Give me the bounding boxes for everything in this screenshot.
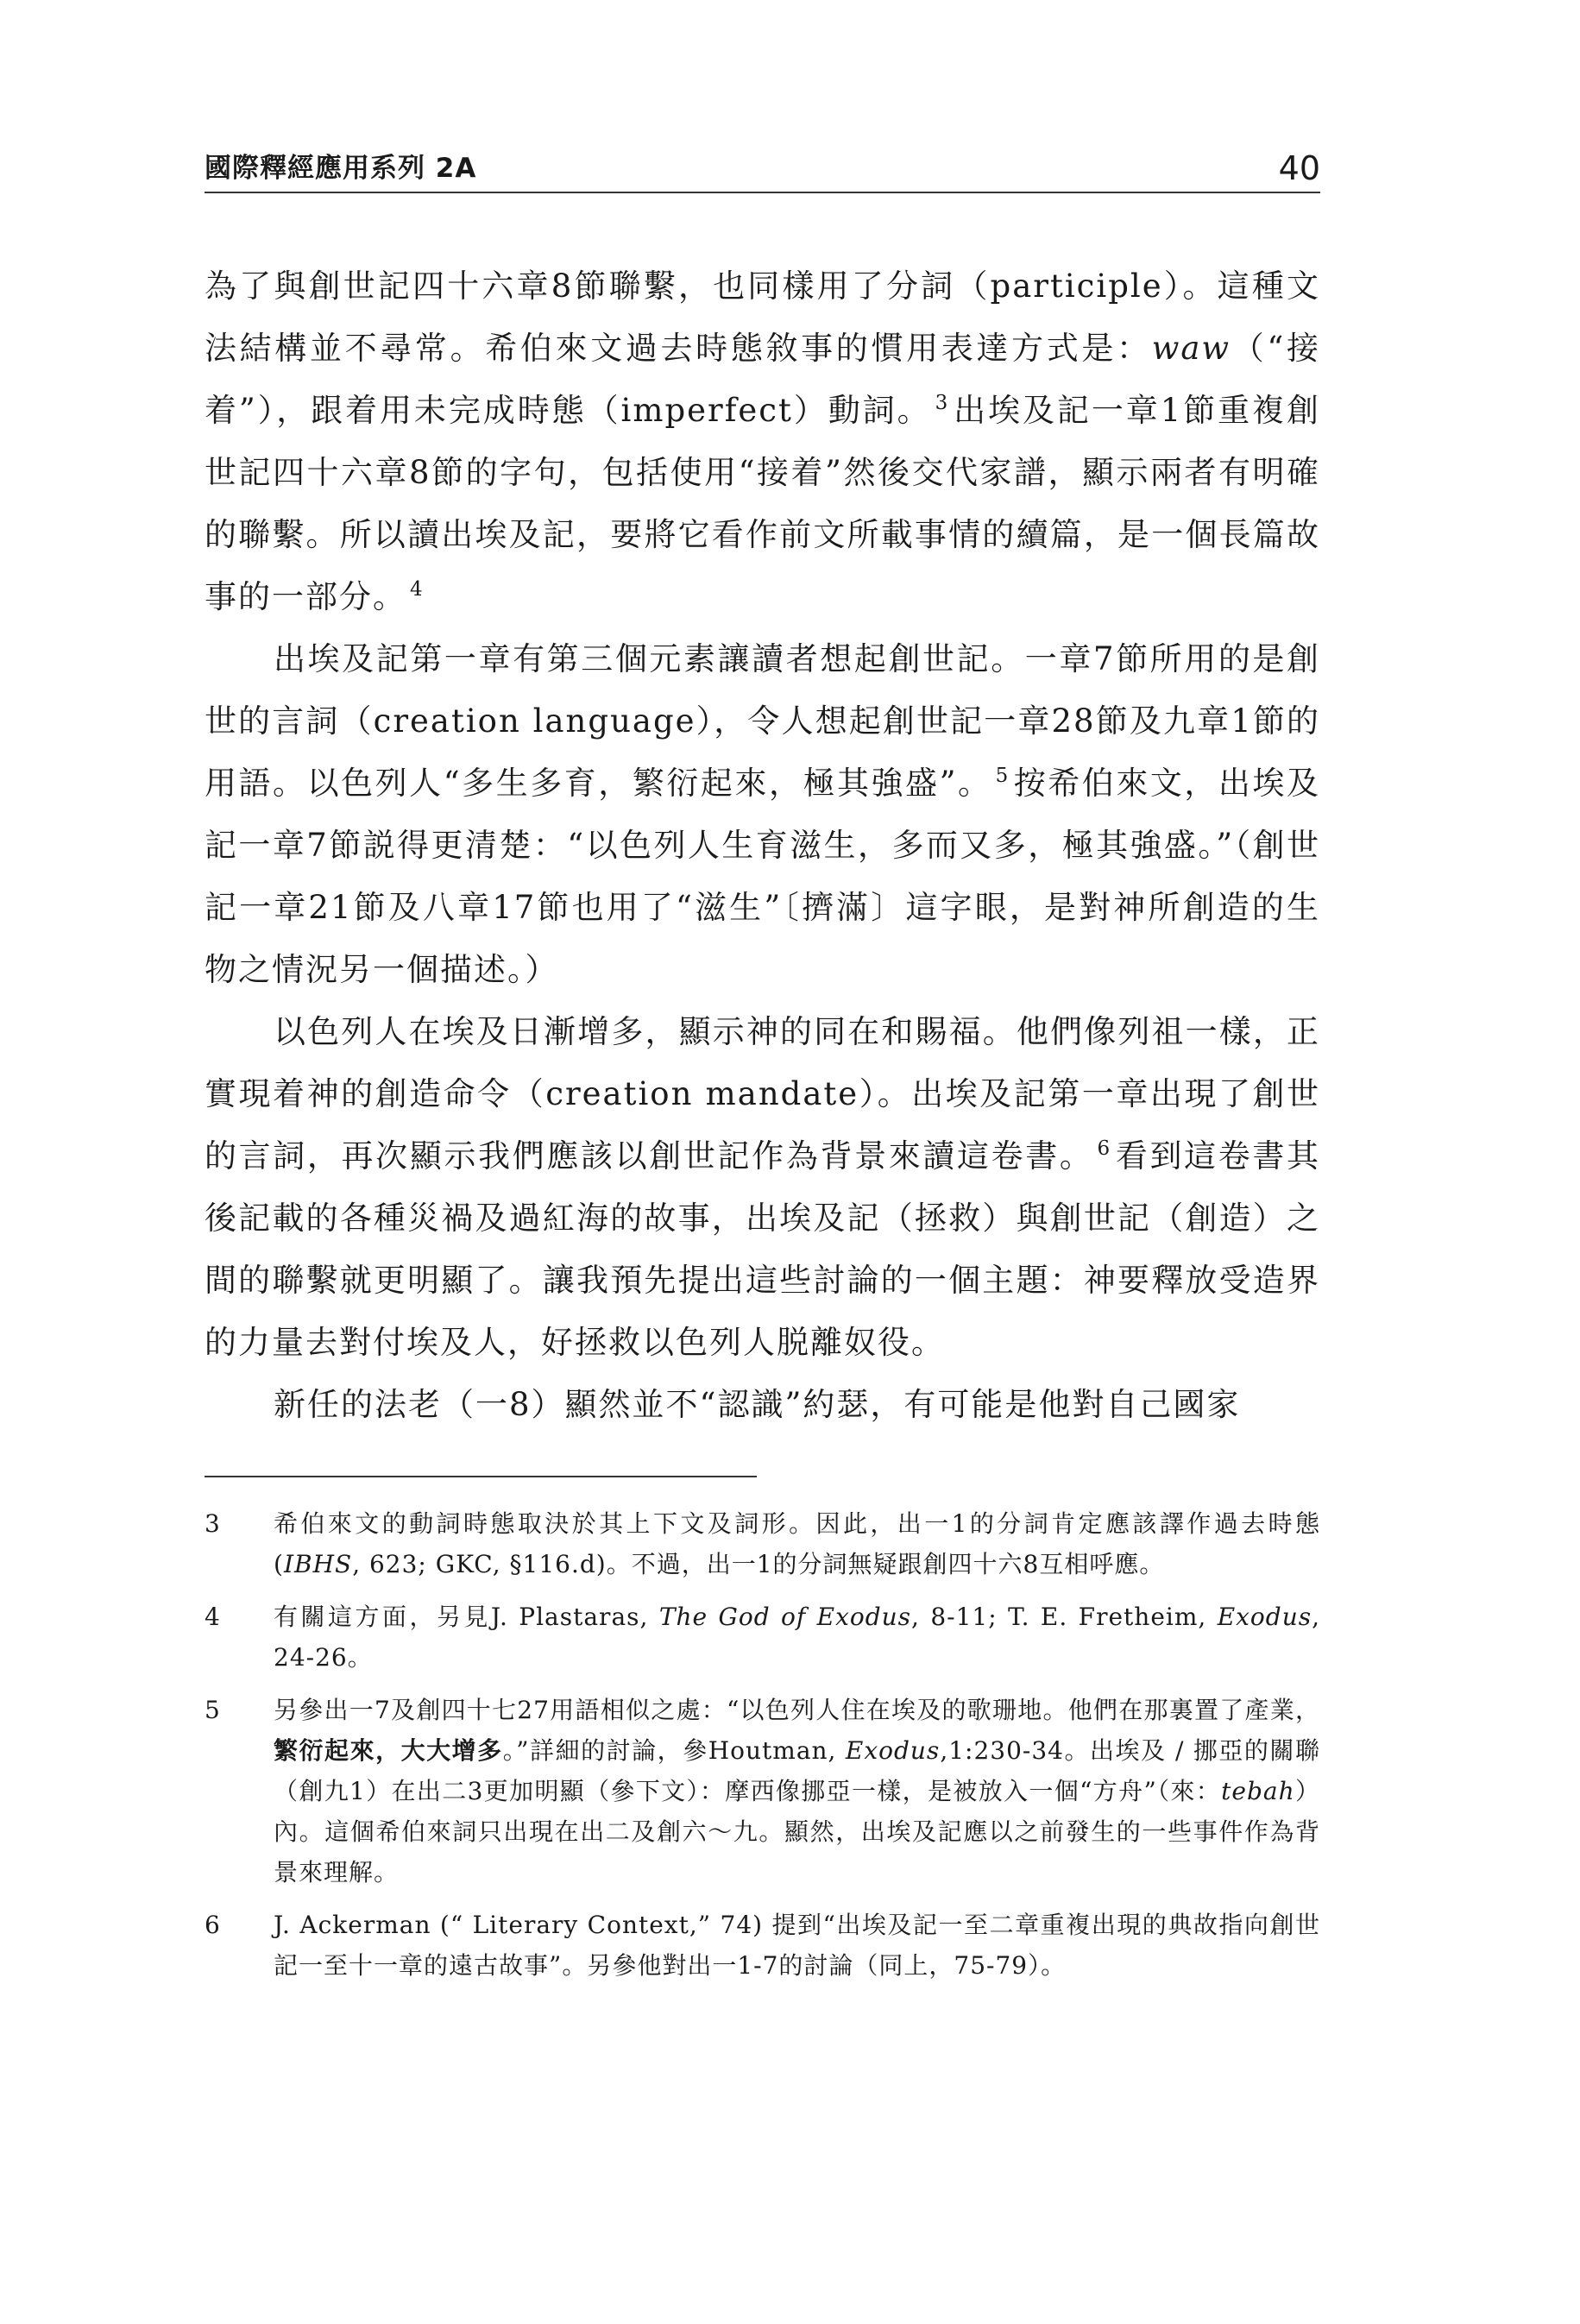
text-run: , 8-11; T. E. Fretheim, (911, 1603, 1218, 1631)
text-run: 有關這方面，另見J. Plastaras, (274, 1603, 659, 1631)
footnote-number: 3 (205, 1509, 221, 1538)
text-run: , 623; GKC, §116.d)。不過，出一1的分詞無疑跟創四十六8互相呼應。 (352, 1550, 1165, 1578)
italic-term: waw (1151, 330, 1231, 367)
footnote-number: 4 (205, 1603, 221, 1631)
text-run: 希伯來文的動詞時態取決於其上下文及詞形。因此，出一1的分詞肯定應該譯作過去時態 ( (274, 1509, 1320, 1578)
text-run: ,1:230-34。出埃及 / 挪亞的關聯（創九1）在出二3更加明顯（參下文）：摩西像挪亞一樣，是被放入一個“方舟”（來： (274, 1736, 1320, 1805)
footnote-ref-4[interactable]: 4 (410, 578, 425, 601)
footnote-ref-6[interactable]: 6 (1097, 1137, 1112, 1160)
footnote-number: 5 (205, 1696, 221, 1724)
italic-term: IBHS (283, 1550, 353, 1578)
text-run: 以色列人在埃及日漸增多，顯示神的同在和賜福。他們像列祖一樣，正實現着神的創造命令（creation mandate）。出埃及記第一章出現了創世的言詞，再次顯示我們應該以創世記作為背景來讀這卷書。 (205, 1013, 1320, 1175)
text-run: 新任的法老（一8）顯然並不“認識”約瑟，有可能是他對自己國家 (274, 1386, 1241, 1423)
text-run: 出埃及記一章1節重複創世記四十六章8節的字句，包括使用“接着”然後交代家譜，顯示兩者有明確的聯繫。所以讀出埃及記，要將它看作前文所載事情的續篇，是一個長篇故事的一部分。 (205, 392, 1320, 615)
footnote-5 (205, 1690, 1320, 1893)
footnotes (205, 1503, 1320, 1986)
footnote-text (274, 1503, 1320, 1584)
footnote-text (274, 1905, 1320, 1986)
paragraph-3 (205, 1001, 1320, 1374)
text-run: , 24-26。 (274, 1603, 1321, 1672)
running-header (205, 129, 1320, 193)
text-run: 按希伯來文，出埃及記一章7節説得更清楚：“以色列人生育滋生，多而又多，極其強盛。”（創世記一章21節及八章17節也用了“滋生”〔擠滿〕這字眼，是對神所創造的生物之情況另一個描述。） (205, 765, 1320, 988)
footnote-text (274, 1597, 1320, 1678)
text-run: 為了與創世記四十六章8節聯繫，也同樣用了分詞（participle）。這種文法結構並不尋常。希伯來文過去時態敘事的慣用表達方式是： (205, 268, 1320, 367)
book-page (205, 129, 1320, 1998)
italic-title: The God of Exodus (658, 1603, 912, 1631)
body-text (205, 255, 1320, 1436)
footnote-6 (205, 1905, 1320, 1986)
text-run: 看到這卷書其後記載的各種災禍及過紅海的故事，出埃及記（拯救）與創世記（創造）之間的聯繫就更明顯了。讓我預先提出這些討論的一個主題：神要釋放受造界的力量去對付埃及人，好拯救以色列人脱離奴役。 (205, 1137, 1321, 1361)
text-run: ）內。這個希伯來詞只出現在出二及創六～九。顯然，出埃及記應以之前發生的一些事件作為背景來理解。 (274, 1777, 1320, 1886)
bold-phrase: 繁衍起來，大大增多 (274, 1736, 503, 1765)
paragraph-4 (205, 1374, 1320, 1436)
italic-title: Exodus (1217, 1603, 1312, 1631)
text-run: （“接着”），跟着用未完成時態（imperfect）動詞。 (205, 330, 1320, 429)
footnote-ref-5[interactable]: 5 (995, 765, 1010, 787)
footnote-4 (205, 1597, 1320, 1678)
footnote-number: 6 (205, 1911, 221, 1939)
text-run: 另參出一7及創四十七27用語相似之處：“以色列人住在埃及的歌珊地。他們在那裏置了產業， (274, 1696, 1320, 1724)
text-run: J. Ackerman (“ Literary Context,” 74) 提到“出埃及記一至二章重複出現的典故指向創世記一至十一章的遠古故事”。另參他對出一1-7的討論（同上，75-79）。 (274, 1911, 1320, 1980)
paragraph-1 (205, 255, 1320, 628)
text-run: 出埃及記第一章有第三個元素讓讀者想起創世記。一章7節所用的是創世的言詞（creation language），令人想起創世記一章28節及九章1節的用語。以色列人“多生多育，繁衍起來，極其強盛”。 (205, 640, 1320, 802)
footnote-ref-3[interactable]: 3 (935, 392, 950, 414)
paragraph-2 (205, 628, 1320, 1001)
series-title: 國際釋經應用系列 2A (205, 153, 477, 184)
italic-term: tebah (1221, 1777, 1295, 1805)
footnote-3 (205, 1503, 1320, 1584)
page-number: 40 (1278, 149, 1320, 187)
text-run: 。”詳細的討論，參Houtman, (502, 1736, 846, 1765)
footnote-text (274, 1690, 1320, 1893)
italic-title: Exodus (845, 1736, 941, 1765)
footnote-divider (205, 1476, 757, 1477)
